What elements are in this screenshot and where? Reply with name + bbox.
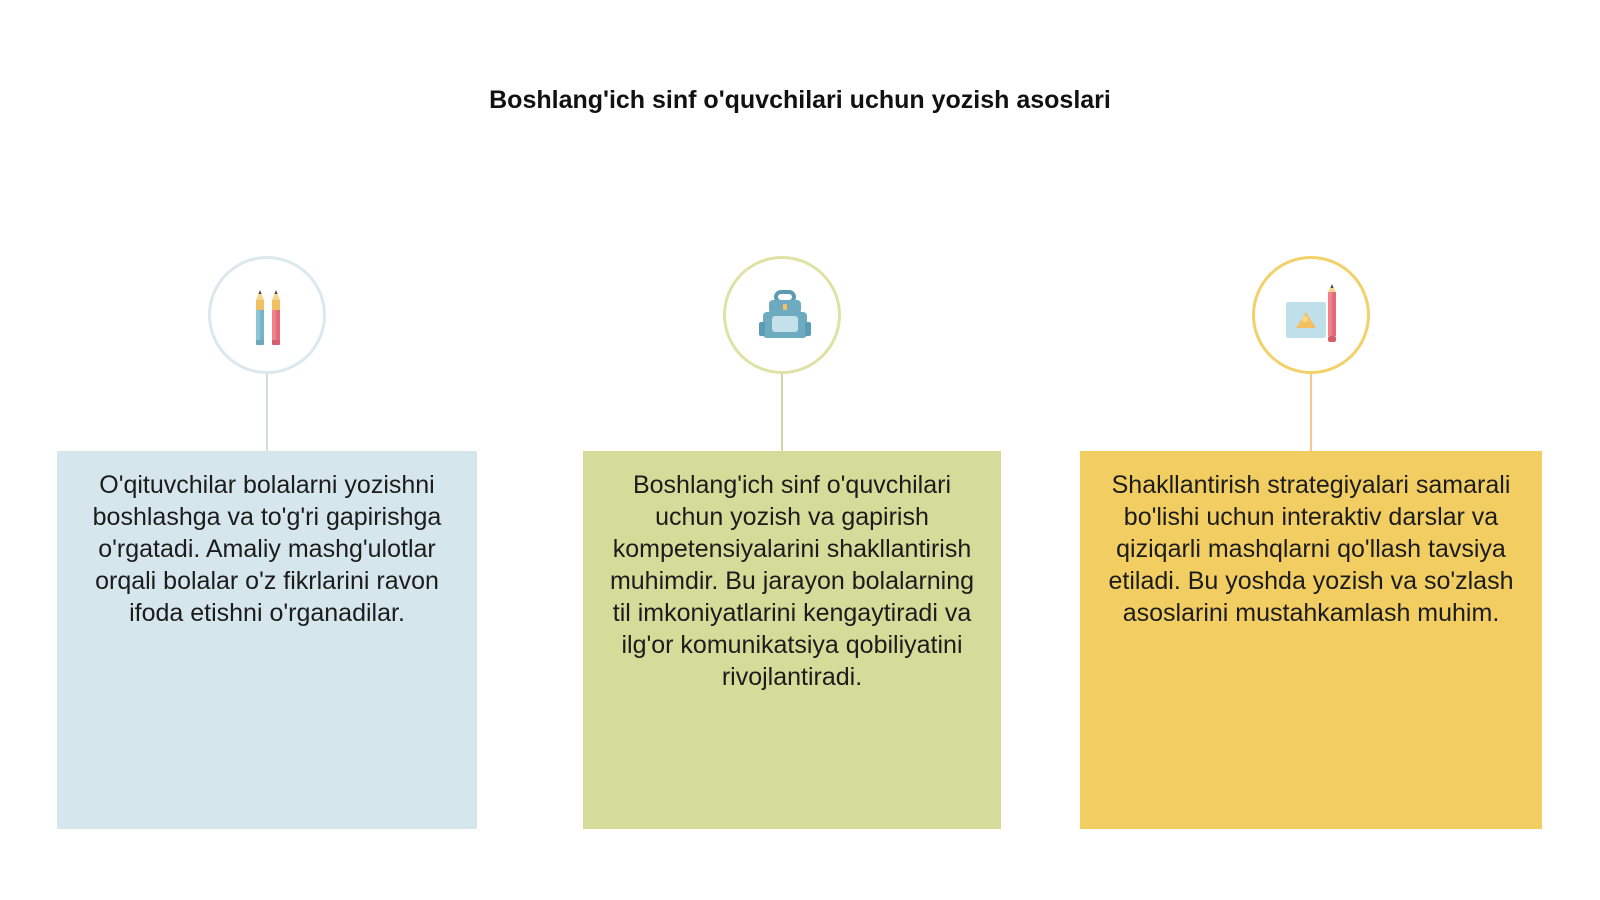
icon-circle-2 bbox=[723, 256, 841, 374]
step-text-3: Shakllantirish strategiyalari samarali bo'lishi uchun interaktiv darslar va qiziqarli mashqlarni qo'llash tavsiya etiladi. Bu yoshda yozish va so'zlash asoslarini mustahkamlash muhim. bbox=[1108, 471, 1514, 627]
step-text-2: Boshlang'ich sinf o'quvchilari uchun yozish va gapirish kompetensiyalarini shakllantirish muhimdir. Bu jarayon bolalarning til imkoniyatlarini kengaytiradi va ilg'or komunikatsiya qobiliyatini rivojlantiradi. bbox=[609, 471, 975, 691]
step-column-3 bbox=[1080, 0, 1542, 900]
step-card-2 bbox=[583, 451, 1001, 829]
connector-line-2 bbox=[781, 374, 783, 452]
step-text-1: O'qituvchilar bolalarni yozishni boshlashga va to'g'ri gapirishga o'rgatadi. Amaliy mashg'ulotlar orqali bolalar o'z fikrlarini ravon ifoda etishni o'rganadilar. bbox=[92, 471, 442, 627]
step-column-2 bbox=[583, 0, 1001, 900]
backpack-icon bbox=[745, 278, 825, 358]
icon-circle-1 bbox=[208, 256, 326, 374]
connector-line-1 bbox=[266, 374, 268, 452]
step-card-3 bbox=[1080, 451, 1542, 829]
step-card-1 bbox=[57, 451, 477, 829]
connector-line-3 bbox=[1310, 374, 1312, 452]
step-column-1 bbox=[57, 0, 477, 900]
icon-circle-3 bbox=[1252, 256, 1370, 374]
pencils-icon bbox=[230, 278, 310, 358]
page-title: Boshlang'ich sinf o'quvchilari uchun yozish asoslari bbox=[489, 86, 1111, 114]
drawing-pencil-icon bbox=[1274, 278, 1354, 358]
